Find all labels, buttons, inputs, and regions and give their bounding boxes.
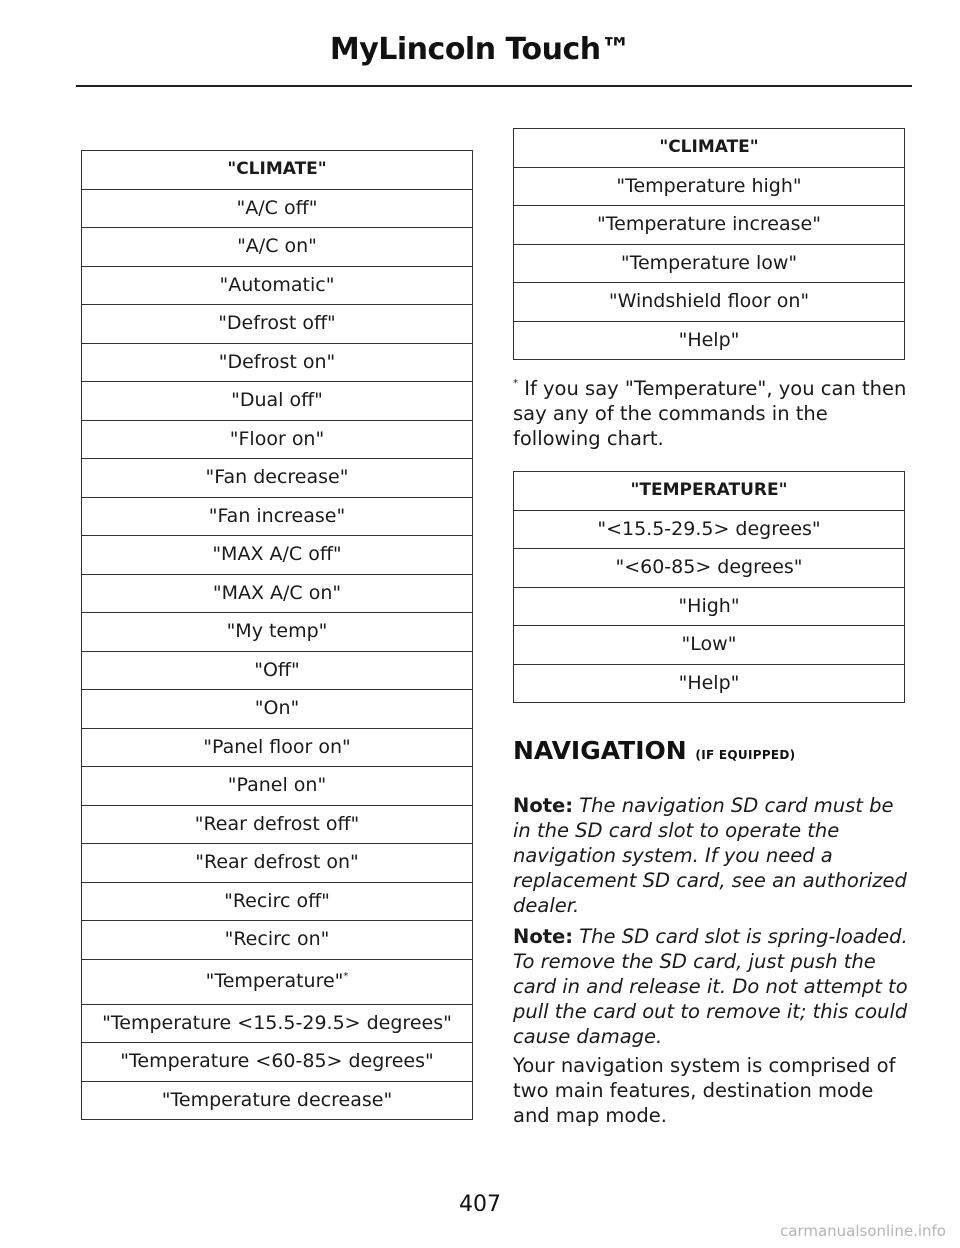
table-cell: "<15.5-29.5> degrees": [514, 510, 905, 549]
navigation-note-1: [513, 793, 908, 918]
table-row: [82, 574, 473, 613]
navigation-note-2: [513, 924, 908, 1049]
table-row: [514, 549, 905, 588]
table-row: [82, 921, 473, 960]
table-heading: "CLIMATE": [82, 151, 473, 190]
table-row: [514, 626, 905, 665]
table-row: [514, 206, 905, 245]
table-cell: "Panel floor on": [82, 728, 473, 767]
temperature-commands-table: [513, 471, 905, 703]
page-header-title: MyLincoln Touch™: [329, 32, 631, 67]
navigation-heading: [513, 736, 795, 765]
table-cell: "Off": [82, 651, 473, 690]
table-row: [82, 1004, 473, 1043]
table-cell: "My temp": [82, 613, 473, 652]
table-row: [82, 382, 473, 421]
table-cell: "Low": [514, 626, 905, 665]
page-number: 407: [459, 1192, 501, 1217]
table-row: [82, 959, 473, 1004]
table-cell: "Defrost off": [82, 305, 473, 344]
table-cell: "Fan decrease": [82, 459, 473, 498]
table-row: [514, 510, 905, 549]
table-cell: "Fan increase": [82, 497, 473, 536]
footnote-text: If you say "Temperature", you can then say any of the commands in the following chart.: [513, 377, 907, 450]
table-cell: "Dual off": [82, 382, 473, 421]
table-cell: "Floor on": [82, 420, 473, 459]
table-cell: "Temperature <60-85> degrees": [82, 1043, 473, 1082]
table-row: [82, 459, 473, 498]
table-cell: "A/C on": [82, 228, 473, 267]
note-label: Note:: [513, 925, 574, 948]
table-cell: [82, 959, 473, 1004]
table-cell: "Recirc off": [82, 882, 473, 921]
note-text: The SD card slot is spring-loaded. To remove the SD card, just push the card in and release it. Do not attempt to pull the card out to remove it; this could cause damage.: [513, 925, 908, 1048]
watermark: carmanualsonline.info: [780, 1222, 946, 1240]
table-header-row: [82, 151, 473, 190]
navigation-heading-suffix: (IF EQUIPPED): [695, 748, 796, 762]
table-row: [82, 728, 473, 767]
table-row: [82, 651, 473, 690]
table-cell: "Help": [514, 664, 905, 703]
table-cell: "Recirc on": [82, 921, 473, 960]
table-row: [82, 1043, 473, 1082]
table-row: [82, 189, 473, 228]
table-row: [82, 536, 473, 575]
table-cell: "On": [82, 690, 473, 729]
table-cell: "High": [514, 587, 905, 626]
table-row: [514, 167, 905, 206]
table-row: [514, 321, 905, 360]
climate-commands-table: [81, 150, 473, 1120]
navigation-paragraph: Your navigation system is comprised of two main features, destination mode and map mode.: [513, 1054, 896, 1127]
table-cell: "Defrost on": [82, 343, 473, 382]
table-row: [82, 844, 473, 883]
table-cell-text: "Temperature": [205, 970, 344, 992]
table-cell: "Windshield floor on": [514, 283, 905, 322]
table-cell: "Temperature <15.5-29.5> degrees": [82, 1004, 473, 1043]
table-cell: "Temperature increase": [514, 206, 905, 245]
table-row: [82, 613, 473, 652]
table-cell: "Automatic": [82, 266, 473, 305]
table-header-row: [514, 472, 905, 511]
footnote-marker: *: [513, 378, 518, 389]
table-cell: "Temperature decrease": [82, 1081, 473, 1120]
climate-commands-table-continued: [513, 128, 905, 360]
note-label: Note:: [513, 794, 574, 817]
table-row: [82, 690, 473, 729]
table-row: [514, 664, 905, 703]
table-cell: "MAX A/C on": [82, 574, 473, 613]
table-row: [514, 283, 905, 322]
table-row: [82, 266, 473, 305]
footnote: [513, 371, 908, 451]
table-header-row: [514, 129, 905, 168]
table-row: [82, 882, 473, 921]
table-cell: "Temperature high": [514, 167, 905, 206]
note-text: The navigation SD card must be in the SD card slot to operate the navigation system. If you need a replacement SD card, see an authorized dealer.: [513, 794, 907, 917]
table-cell: "Temperature low": [514, 244, 905, 283]
table-row: [82, 767, 473, 806]
navigation-heading-text: NAVIGATION: [513, 736, 687, 765]
table-cell: "A/C off": [82, 189, 473, 228]
table-row: [82, 805, 473, 844]
table-row: [82, 228, 473, 267]
table-cell: "Rear defrost on": [82, 844, 473, 883]
table-row: [82, 343, 473, 382]
header-divider: [76, 85, 912, 87]
table-cell: "Help": [514, 321, 905, 360]
table-row: [82, 305, 473, 344]
table-cell: "Rear defrost off": [82, 805, 473, 844]
footnote-marker: *: [343, 971, 349, 982]
table-row: [82, 420, 473, 459]
table-heading: "TEMPERATURE": [514, 472, 905, 511]
table-row: [514, 244, 905, 283]
table-cell: "<60-85> degrees": [514, 549, 905, 588]
table-row: [82, 497, 473, 536]
table-heading: "CLIMATE": [514, 129, 905, 168]
table-cell: "MAX A/C off": [82, 536, 473, 575]
table-cell: "Panel on": [82, 767, 473, 806]
table-row: [514, 587, 905, 626]
table-row: [82, 1081, 473, 1120]
